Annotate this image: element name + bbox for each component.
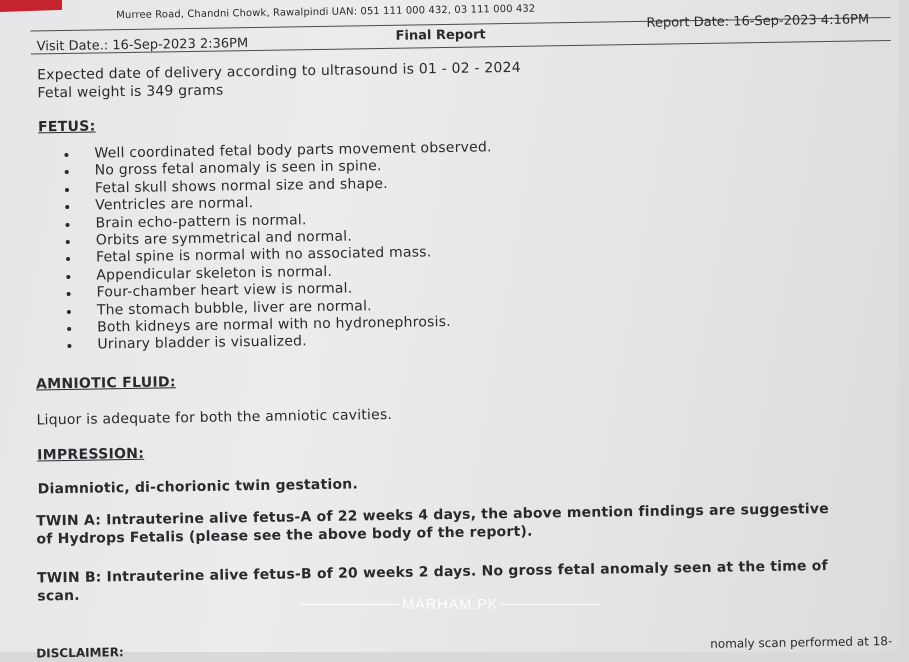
list-item: Four-chamber heart view is normal. xyxy=(66,278,494,302)
fetus-findings-list xyxy=(64,139,495,354)
disclaimer-heading: DISCLAIMER: xyxy=(36,645,124,661)
clinic-address: Murree Road, Chandni Chowk, Rawalpindi UAN: 051 111 000 432, 03 111 000 432 xyxy=(116,3,536,22)
bullet-icon xyxy=(66,257,70,261)
bullet-icon xyxy=(64,153,68,157)
marham-watermark xyxy=(300,594,600,614)
bullet-icon xyxy=(67,327,71,331)
bullet-icon xyxy=(65,188,69,192)
list-item: Fetal skull shows normal size and shape. xyxy=(65,174,493,198)
list-item: Both kidneys are normal with no hydronephrosis. xyxy=(67,313,495,337)
watermark-text: MARHAM.PK xyxy=(401,595,499,613)
list-item: Brain echo-pattern is normal. xyxy=(65,209,493,233)
list-item: Fetal spine is normal with no associated mass. xyxy=(66,244,494,268)
list-item: Urinary bladder is visualized. xyxy=(67,331,495,355)
list-item: Orbits are symmetrical and normal. xyxy=(66,226,494,250)
twin-a-finding: TWIN A: Intrauterine alive fetus-A of 22 weeks 4 days, the above mention findings are suggestive xyxy=(36,501,830,530)
bullet-icon xyxy=(67,344,71,348)
expected-delivery-date: Expected date of delivery according to ultrasound is 01 - 02 - 2024 xyxy=(37,59,521,84)
bullet-icon xyxy=(66,240,70,244)
bullet-icon xyxy=(67,292,71,296)
bullet-icon xyxy=(65,205,69,209)
twin-b-finding-continued: scan. xyxy=(37,587,80,605)
amniotic-fluid-text: Liquor is adequate for both the amniotic cavities. xyxy=(36,406,393,429)
bullet-icon xyxy=(67,309,71,313)
bullet-icon xyxy=(66,275,70,279)
report-title: Final Report xyxy=(395,27,486,44)
visit-date: Visit Date.: 16-Sep-2023 2:36PM xyxy=(36,36,249,55)
fetus-heading: FETUS: xyxy=(37,118,96,136)
watermark-line-right xyxy=(500,604,600,605)
list-item: Ventricles are normal. xyxy=(65,191,493,215)
list-item: The stomach bubble, liver are normal. xyxy=(67,296,495,320)
fetal-weight: Fetal weight is 349 grams xyxy=(37,82,224,102)
report-date: Report Date: 16-Sep-2023 4:16PM xyxy=(646,12,870,31)
list-item: Appendicular skeleton is normal. xyxy=(66,261,494,285)
twin-a-finding-continued: of Hydrops Fetalis (please see the above body of the report). xyxy=(36,523,533,548)
list-item: No gross fetal anomaly is seen in spine. xyxy=(65,157,493,181)
bullet-icon xyxy=(65,170,69,174)
disclaimer-text: nomaly scan performed at 18- xyxy=(710,634,893,651)
gestation-summary: Diamniotic, di-chorionic twin gestation. xyxy=(37,476,359,498)
watermark-line-left xyxy=(300,604,400,605)
impression-heading: IMPRESSION: xyxy=(37,445,145,464)
bullet-icon xyxy=(66,222,70,226)
amniotic-fluid-heading: AMNIOTIC FLUID: xyxy=(35,374,176,393)
list-item: Well coordinated fetal body parts movement observed. xyxy=(64,139,492,163)
twin-b-finding: TWIN B: Intrauterine alive fetus-B of 20 weeks 2 days. No gross fetal anomaly seen at the time of xyxy=(36,558,828,587)
